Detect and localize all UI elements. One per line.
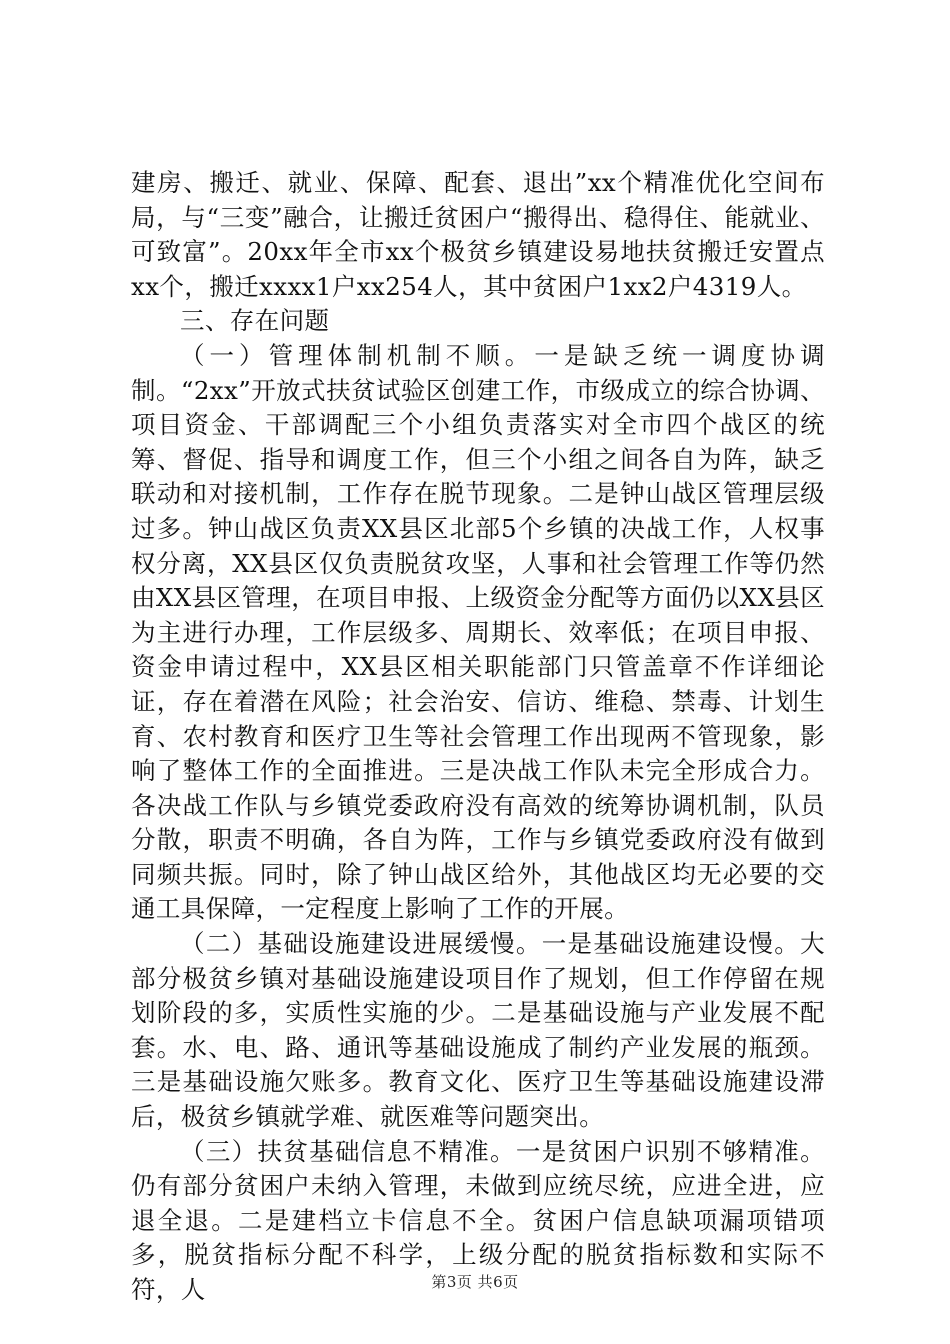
paragraph-continued: 建房、搬迁、就业、保障、配套、退出”xx个精准优化空间布局，与“三变”融合，让搬迁贫困户“搬得出、稳得住、能就业、可致富”。20xx年全市xx个极贫乡镇建设易地扶贫搬迁安置点xx个，搬迁xxxx1户xx254人，其中贫困户1xx2户4319人。	[131, 168, 825, 301]
paragraph-information: （三）扶贫基础信息不精准。一是贫困户识别不够精准。仍有部分贫困户未纳入管理，未做到应统尽统，应进全进，应退全退。二是建档立卡信息不全。贫困户信息缺项漏项错项多，脱贫指标分配不科学，上级分配的脱贫指标数和实际不符，人	[131, 1136, 825, 1304]
paragraph-management: （一）管理体制机制不顺。一是缺乏统一调度协调制。“2xx”开放式扶贫试验区创建工作，市级成立的综合协调、项目资金、干部调配三个小组负责落实对全市四个战区的统筹、督促、指导和调度工作，但三个小组之间各自为阵，缺乏联动和对接机制，工作存在脱节现象。二是钟山战区管理层级过多。钟山战区负责XX县区北部5个乡镇的决战工作，人权事权分离，XX县区仅负责脱贫攻坚，人事和社会管理工作等仍然由XX县区管理，在项目申报、上级资金分配等方面仍以XX县区为主进行办理，工作层级多、周期长、效率低；在项目申报、资金申请过程中，XX县区相关职能部门只管盖章不作详细论证，存在着潜在风险；社会治安、信访、维稳、禁毒、计划生育、农村教育和医疗卫生等社会管理工作出现两不管现象，影响了整体工作的全面推进。三是决战工作队未完全形成合力。各决战工作队与乡镇党委政府没有高效的统筹协调机制，队员分散，职责不明确，各自为阵，工作与乡镇党委政府没有做到同频共振。同时，除了钟山战区给外，其他战区均无必要的交通工具保障，一定程度上影响了工作的开展。	[131, 340, 825, 924]
section-heading: 三、存在问题	[180, 306, 330, 336]
paragraph-infrastructure: （二）基础设施建设进展缓慢。一是基础设施建设慢。大部分极贫乡镇对基础设施建设项目作了规划，但工作停留在规划阶段的多，实质性实施的少。二是基础设施与产业发展不配套。水、电、路、通讯等基础设施成了制约产业发展的瓶颈。三是基础设施欠账多。教育文化、医疗卫生等基础设施建设滞后，极贫乡镇就学难、就医难等问题突出。	[131, 929, 825, 1132]
document-body	[131, 166, 825, 1308]
page-number-footer: 第3页 共6页	[431, 1273, 519, 1291]
